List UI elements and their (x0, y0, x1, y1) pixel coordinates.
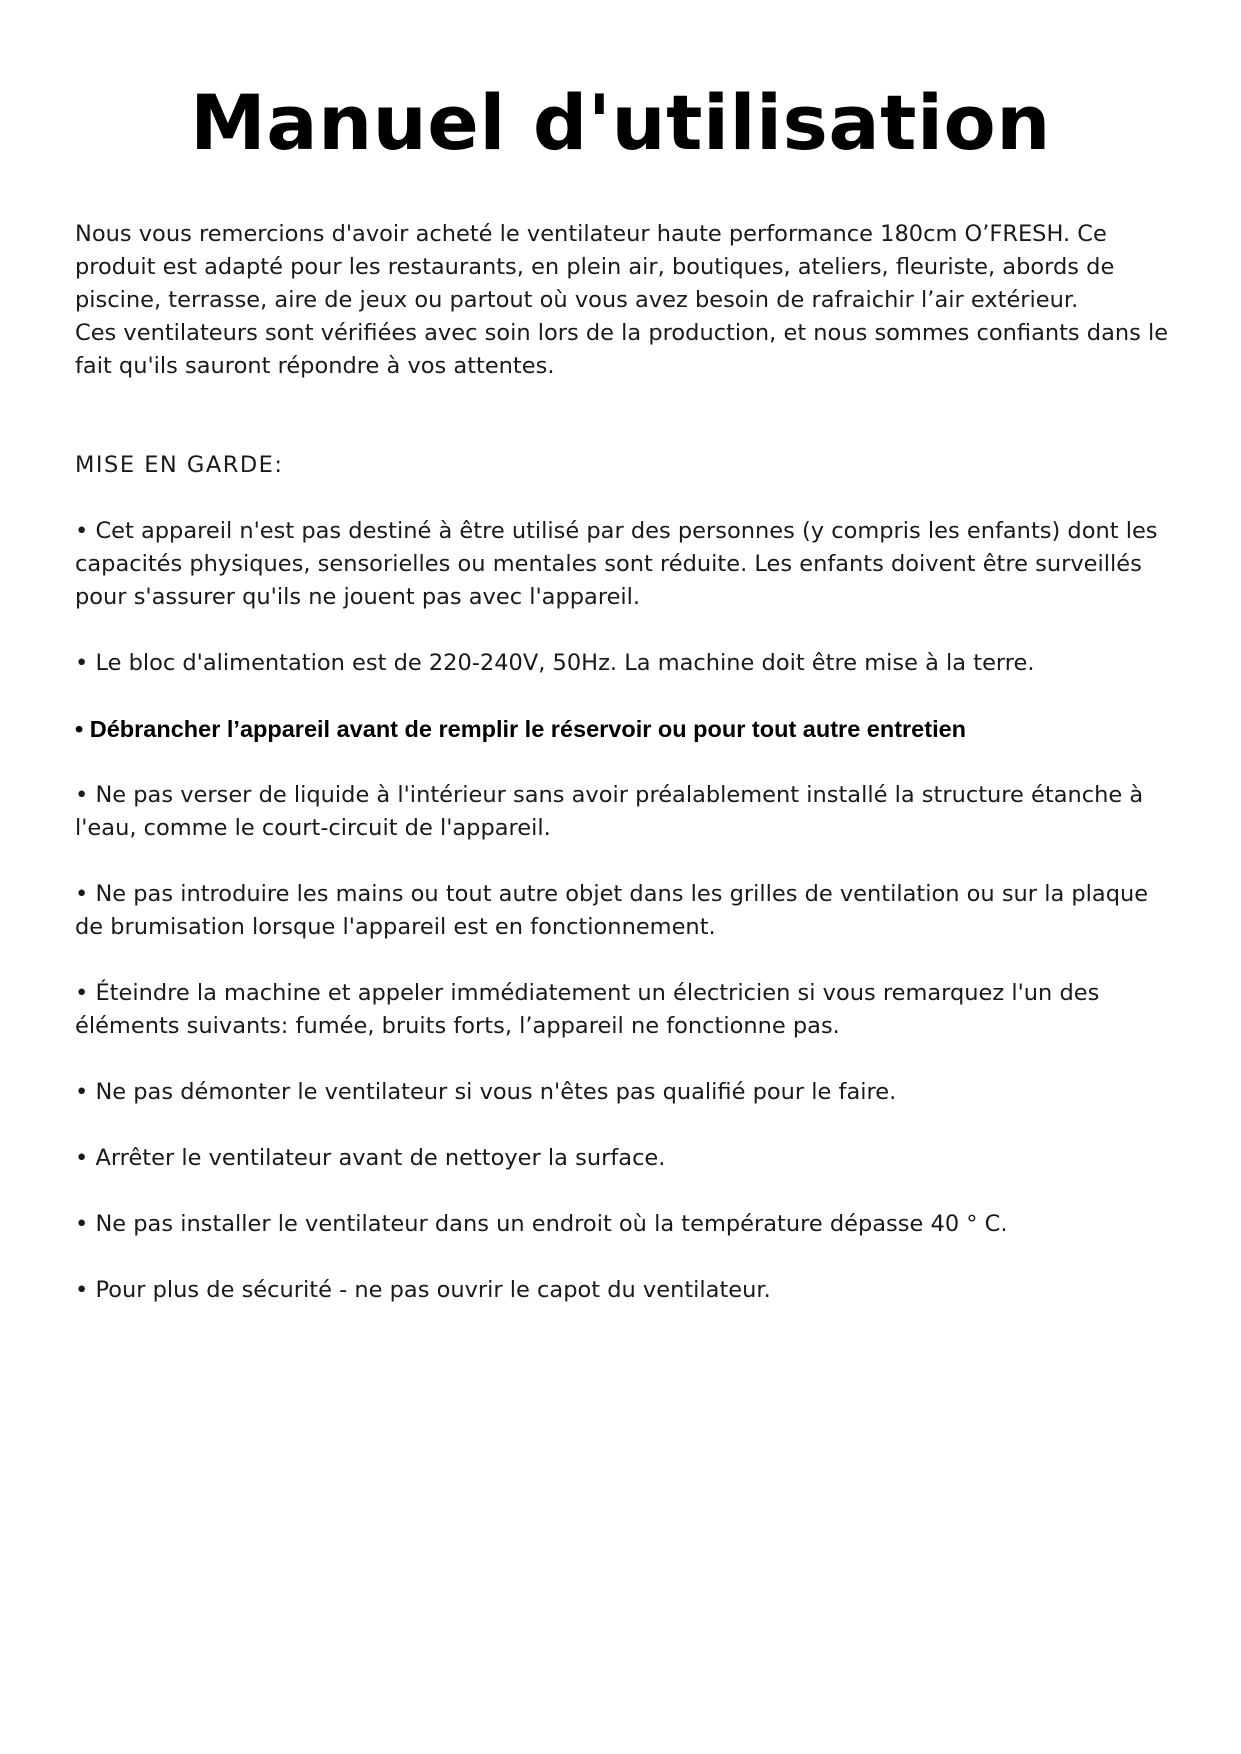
warning-item (75, 1076, 1170, 1109)
warning-list (75, 515, 1170, 1307)
bullet-icon: • (75, 1079, 89, 1105)
intro-paragraph: Nous vous remercions d'avoir acheté le ventilateur haute performance 180cm O’FRESH. Ce produit est adapté pour les restaurants, en plein air, boutiques, ateliers, fleuriste, abords de piscine, terrasse, aire de jeux ou partout où vous avez besoin de rafraichir l’air extérieur. (75, 221, 1115, 313)
bullet-icon: • (75, 518, 89, 544)
page-title: Manuel d'utilisation (190, 78, 1051, 167)
warning-text: Ne pas démonter le ventilateur si vous n'êtes pas qualifié pour le faire. (95, 1079, 897, 1105)
warning-text: Débrancher l’appareil avant de remplir le réservoir ou pour tout autre entretien (89, 716, 967, 742)
warning-item (75, 1274, 1170, 1307)
intro-paragraph: Ces ventilateurs sont vérifiées avec soin lors de la production, et nous sommes confiants dans le fait qu'ils sauront répondre à vos attentes. (75, 320, 1169, 379)
bullet-icon: • (75, 980, 89, 1006)
bullet-icon: • (75, 716, 84, 742)
bullet-icon: • (75, 650, 89, 676)
warning-item (75, 878, 1170, 944)
warning-text: Ne pas installer le ventilateur dans un endroit où la température dépasse 40 ° C. (95, 1211, 1008, 1237)
bullet-icon: • (75, 1145, 89, 1171)
warning-text: Cet appareil n'est pas destiné à être utilisé par des personnes (y compris les enfants) dont les capacités physiques, sensorielles ou mentales sont réduite. Les enfants doivent être surveillés pour s'assurer qu'ils ne jouent pas avec l'appareil. (75, 518, 1158, 610)
warning-item (75, 647, 1170, 680)
warning-text: Arrêter le ventilateur avant de nettoyer la surface. (95, 1145, 666, 1171)
bullet-icon: • (75, 1277, 89, 1303)
intro-section (75, 218, 1170, 383)
bullet-icon: • (75, 782, 89, 808)
warning-text: Pour plus de sécurité - ne pas ouvrir le capot du ventilateur. (95, 1277, 771, 1303)
document-body (75, 218, 1170, 1340)
warning-text: Ne pas verser de liquide à l'intérieur sans avoir préalablement installé la structure étanche à l'eau, comme le court-circuit de l'appareil. (75, 782, 1144, 841)
warning-item (75, 779, 1170, 845)
warning-text: Le bloc d'alimentation est de 220-240V, 50Hz. La machine doit être mise à la terre. (95, 650, 1035, 676)
warning-text: Éteindre la machine et appeler immédiatement un électricien si vous remarquez l'un des éléments suivants: fumée, bruits forts, l’appareil ne fonctionne pas. (75, 980, 1100, 1039)
bullet-icon: • (75, 1211, 89, 1237)
warning-item (75, 1142, 1170, 1175)
warning-item-emphasized (75, 713, 1170, 746)
warning-text: Ne pas introduire les mains ou tout autre objet dans les grilles de ventilation ou sur la plaque de brumisation lorsque l'appareil est en fonctionnement. (75, 881, 1149, 940)
warning-item (75, 977, 1170, 1043)
warning-item (75, 1208, 1170, 1241)
warning-heading: MISE EN GARDE: (75, 452, 284, 478)
bullet-icon: • (75, 881, 89, 907)
warning-item (75, 515, 1170, 614)
